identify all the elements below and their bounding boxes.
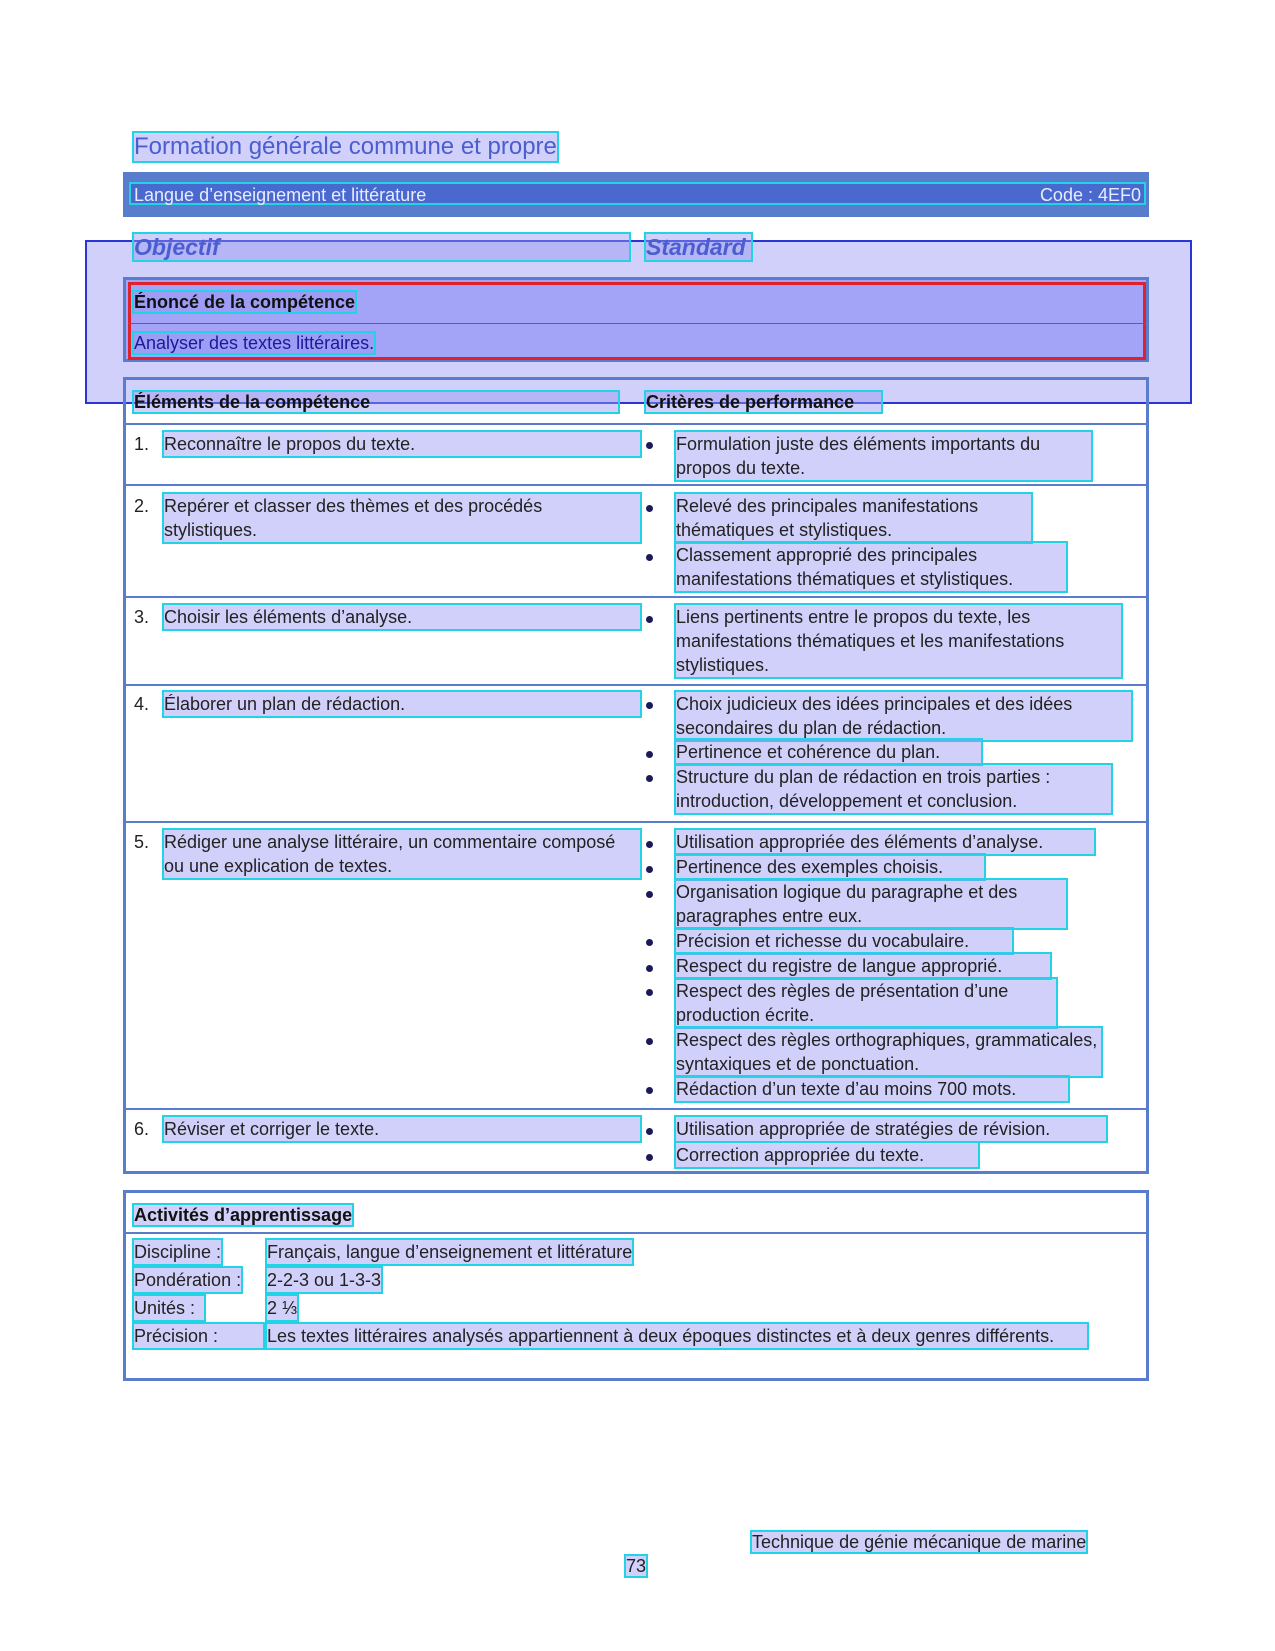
bullet-icon — [646, 891, 653, 898]
bullet-icon — [646, 616, 653, 623]
row-number: 4. — [134, 694, 150, 714]
course-name: Langue d’enseignement et littérature — [134, 185, 427, 205]
criterion: Pertinence et cohérence du plan. — [676, 740, 981, 764]
bullet-icon — [646, 505, 653, 512]
table-divider — [123, 596, 1149, 598]
criterion: Pertinence des exemples choisis. — [676, 855, 984, 879]
bullet-icon — [646, 702, 653, 709]
competence-element: Rédiger une analyse littéraire, un commentaire composé ou une explication de textes. — [164, 830, 640, 878]
criterion: Précision et richesse du vocabulaire. — [676, 929, 1012, 953]
row-number: 3. — [134, 607, 150, 627]
precision-value: Les textes littéraires analysés appartiennent à deux époques distinctes et à deux genres différents. — [267, 1324, 1087, 1348]
bullet-icon — [646, 841, 653, 848]
criterion: Structure du plan de rédaction en trois parties : introduction, développement et conclusion. — [676, 765, 1111, 813]
bullet-icon — [646, 1087, 653, 1094]
row-number: 2. — [134, 496, 150, 516]
row-number: 1. — [134, 434, 150, 454]
criterion: Utilisation appropriée de stratégies de révision. — [676, 1117, 1106, 1141]
bullet-icon — [646, 989, 653, 996]
standard-heading: Standard — [646, 234, 751, 260]
competence-element: Élaborer un plan de rédaction. — [164, 692, 640, 716]
ponderation-value: 2-2-3 ou 1-3-3 — [267, 1270, 382, 1290]
table-divider — [123, 423, 1149, 425]
unites-label: Unités : — [134, 1296, 204, 1320]
table-divider — [123, 1108, 1149, 1110]
footer-program: Technique de génie mécanique de marine — [752, 1532, 1087, 1552]
criterion: Relevé des principales manifestations thématiques et stylistiques. — [676, 494, 1031, 542]
course-code: Code : 4EF0 — [1039, 185, 1141, 205]
table-divider — [123, 821, 1149, 823]
discipline-value: Français, langue d’enseignement et littérature — [267, 1242, 633, 1262]
competence-element: Repérer et classer des thèmes et des procédés stylistiques. — [164, 494, 640, 542]
criterion: Choix judicieux des idées principales et des idées secondaires du plan de rédaction. — [676, 692, 1131, 740]
bullet-icon — [646, 1038, 653, 1045]
activites-divider — [123, 1232, 1149, 1234]
criterion: Formulation juste des éléments importants du propos du texte. — [676, 432, 1091, 480]
criterion: Correction appropriée du texte. — [676, 1143, 978, 1167]
objectif-heading: Objectif — [134, 234, 629, 260]
unites-value: 2 ⅓ — [267, 1298, 298, 1318]
enonce-divider — [128, 323, 1146, 324]
criterion: Classement approprié des principales manifestations thématiques et stylistiques. — [676, 543, 1066, 591]
criterion: Organisation logique du paragraphe et des paragraphes entre eux. — [676, 880, 1066, 928]
competence-element: Reconnaître le propos du texte. — [164, 432, 640, 456]
criterion: Rédaction d’un texte d’au moins 700 mots. — [676, 1077, 1068, 1101]
bullet-icon — [646, 1128, 653, 1135]
bullet-icon — [646, 442, 653, 449]
criterion: Respect des règles orthographiques, grammaticales, syntaxiques et de ponctuation. — [676, 1028, 1101, 1076]
table-divider — [123, 484, 1149, 486]
bullet-icon — [646, 965, 653, 972]
enonce-text: Analyser des textes littéraires. — [134, 333, 375, 353]
precision-label: Précision : — [134, 1324, 263, 1348]
col-header-elements: Éléments de la compétence — [134, 392, 618, 412]
bullet-icon — [646, 775, 653, 782]
enonce-title: Énoncé de la compétence — [134, 292, 356, 312]
competence-element: Réviser et corriger le texte. — [164, 1117, 640, 1141]
bullet-icon — [646, 1154, 653, 1161]
page-number: 73 — [626, 1556, 647, 1576]
row-number: 6. — [134, 1119, 150, 1139]
bullet-icon — [646, 939, 653, 946]
page-title: Formation générale commune et propre — [134, 133, 557, 160]
ponderation-label: Pondération : — [134, 1270, 242, 1290]
criterion: Respect du registre de langue approprié. — [676, 954, 1050, 978]
row-number: 5. — [134, 832, 150, 852]
table-divider — [123, 684, 1149, 686]
bullet-icon — [646, 866, 653, 873]
criterion: Respect des règles de présentation d’une production écrite. — [676, 979, 1056, 1027]
discipline-label: Discipline : — [134, 1242, 222, 1262]
activites-title: Activités d’apprentissage — [134, 1205, 353, 1225]
criterion: Utilisation appropriée des éléments d’analyse. — [676, 830, 1094, 854]
bullet-icon — [646, 554, 653, 561]
bullet-icon — [646, 751, 653, 758]
competence-element: Choisir les éléments d’analyse. — [164, 605, 640, 629]
col-header-criteres: Critères de performance — [646, 392, 881, 412]
criterion: Liens pertinents entre le propos du texte, les manifestations thématiques et les manifestations stylistiques. — [676, 605, 1121, 677]
